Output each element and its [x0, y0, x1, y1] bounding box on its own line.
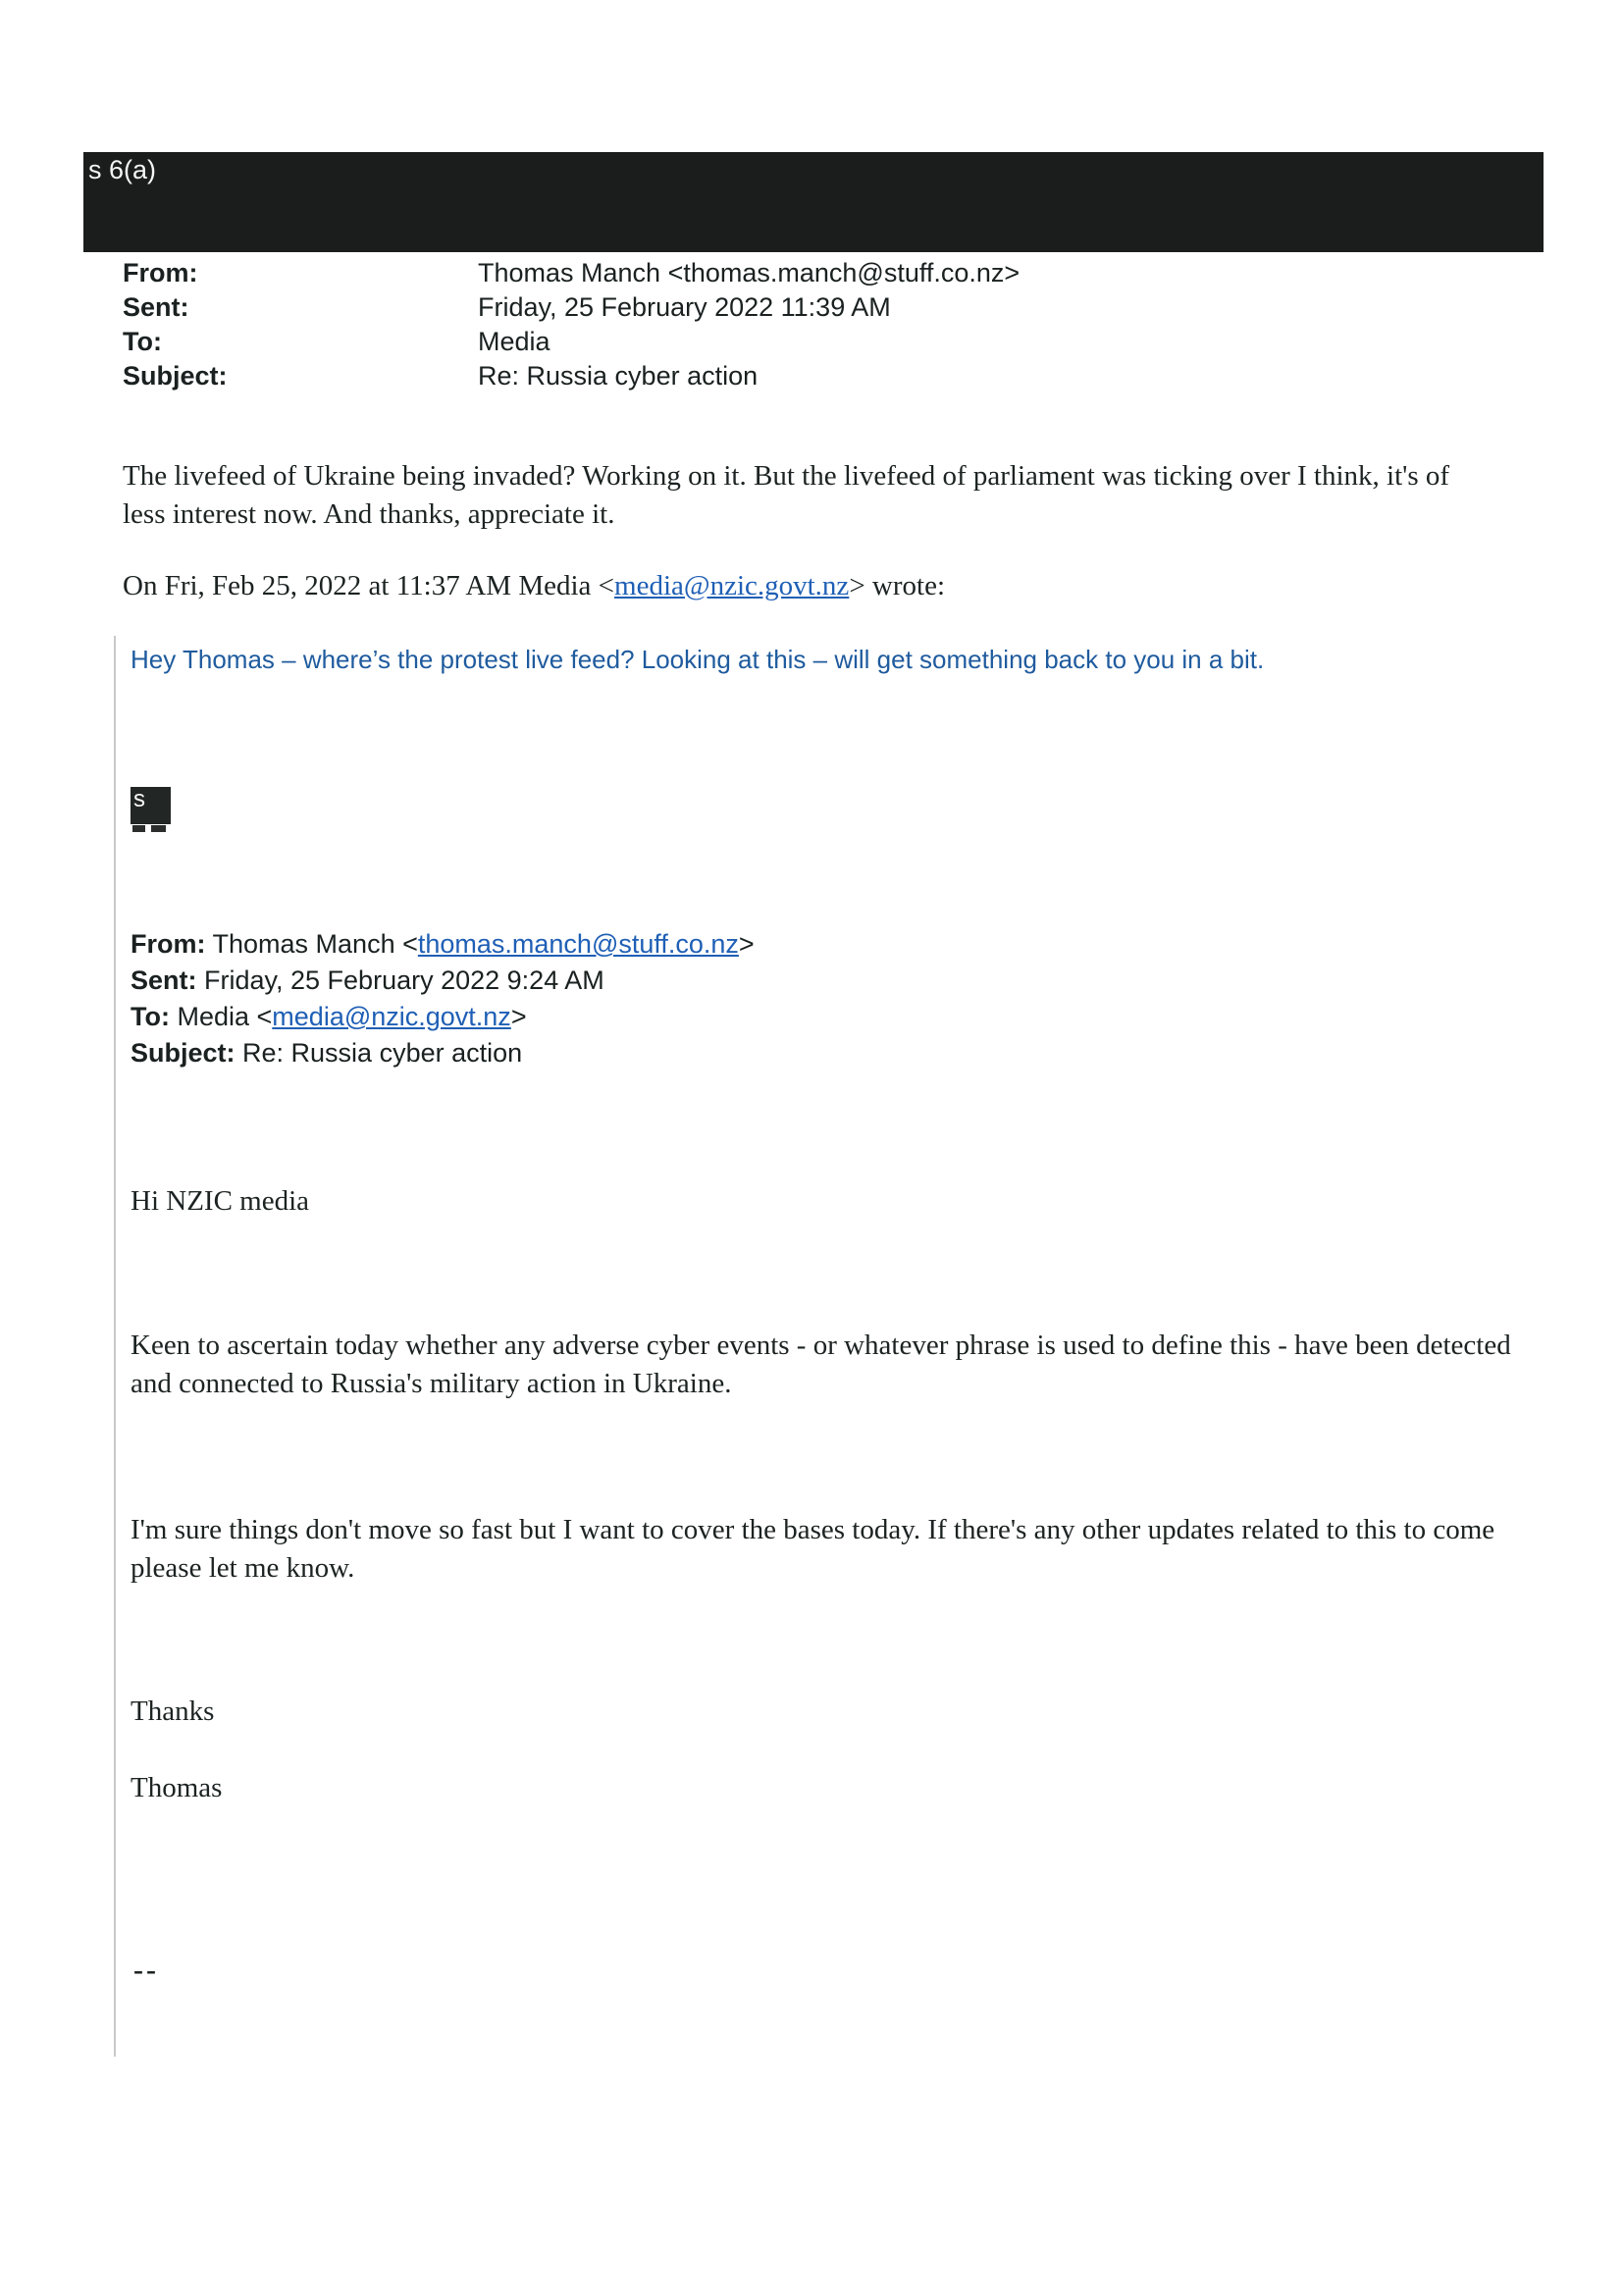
- header-row-subject: [123, 361, 1020, 395]
- subject-label: Subject:: [123, 361, 228, 391]
- attribution-prefix: On Fri, Feb 25, 2022 at 11:37 AM Media <: [123, 570, 615, 601]
- from-value: Thomas Manch <thomas.manch@stuff.co.nz>: [478, 258, 1021, 287]
- quoted-sent-label: Sent:: [131, 965, 197, 995]
- quoted-to-post: >: [510, 1002, 527, 1031]
- redaction-bar: [83, 152, 1544, 252]
- quoted-email-header: [131, 929, 755, 1074]
- redaction-remnant-mark: [151, 825, 166, 832]
- header-row-from: [123, 258, 1020, 292]
- to-label: To:: [123, 327, 162, 356]
- signature-separator: --: [133, 1954, 159, 1986]
- redaction-section-label: s 6(a): [88, 155, 157, 184]
- attribution-suffix: > wrote:: [849, 570, 946, 601]
- quoted-subject-label: Subject:: [131, 1038, 236, 1068]
- email-header: [123, 258, 1020, 395]
- quoted-subject-value: Re: Russia cyber action: [235, 1038, 523, 1068]
- quote-attribution-line: [123, 567, 945, 605]
- header-row-sent: [123, 292, 1020, 327]
- quoted-greeting: Hi NZIC media: [131, 1185, 310, 1217]
- quoted-header-row-sent: [131, 965, 755, 1002]
- quoted-from-label: From:: [131, 929, 206, 959]
- quoted-sent-value: Friday, 25 February 2022 9:24 AM: [196, 965, 604, 995]
- quoted-from-email-link[interactable]: thomas.manch@stuff.co.nz: [417, 929, 739, 959]
- sent-value: Friday, 25 February 2022 11:39 AM: [478, 292, 891, 322]
- redaction-remnant: [132, 825, 170, 832]
- quoted-signature: Thomas: [131, 1772, 223, 1803]
- quoted-sign-off: Thanks: [131, 1696, 215, 1727]
- quoted-from-pre: Thomas Manch <: [205, 929, 418, 959]
- quoted-from-post: >: [738, 929, 755, 959]
- subject-value: Re: Russia cyber action: [478, 361, 759, 391]
- inline-redaction-box: [131, 787, 171, 824]
- quoted-to-email-link[interactable]: media@nzic.govt.nz: [272, 1002, 511, 1031]
- from-label: From:: [123, 258, 198, 287]
- header-row-to: [123, 327, 1020, 361]
- inline-redaction-label: s: [133, 786, 145, 812]
- message-paragraph: The livefeed of Ukraine being invaded? Working on it. But the livefeed of parliament was ticking over I think, it's of less interest now. And thanks, appreciate it.: [123, 460, 1450, 530]
- quoted-to-label: To:: [131, 1002, 170, 1031]
- quoted-paragraph-2: I'm sure things don't move so fast but I want to cover the bases today. If there's any other updates related to this to come please let me know.: [131, 1514, 1495, 1584]
- quoted-blue-note: Hey Thomas – where’s the protest live feed? Looking at this – will get something back to you in a bit.: [131, 645, 1265, 674]
- to-value: Media: [478, 327, 550, 356]
- quoted-header-row-subject: [131, 1038, 755, 1074]
- quoted-to-pre: Media <: [169, 1002, 273, 1031]
- quoted-header-row-to: [131, 1002, 755, 1038]
- quoted-paragraph-1: Keen to ascertain today whether any adverse cyber events - or whatever phrase is used to define this - have been detected and connected to Russia's military action in Ukraine.: [131, 1330, 1511, 1399]
- quoted-header-row-from: [131, 929, 755, 965]
- sent-label: Sent:: [123, 292, 189, 322]
- redaction-remnant-mark: [132, 825, 145, 832]
- quote-left-border: [114, 636, 116, 2057]
- media-email-link[interactable]: media@nzic.govt.nz: [614, 570, 850, 601]
